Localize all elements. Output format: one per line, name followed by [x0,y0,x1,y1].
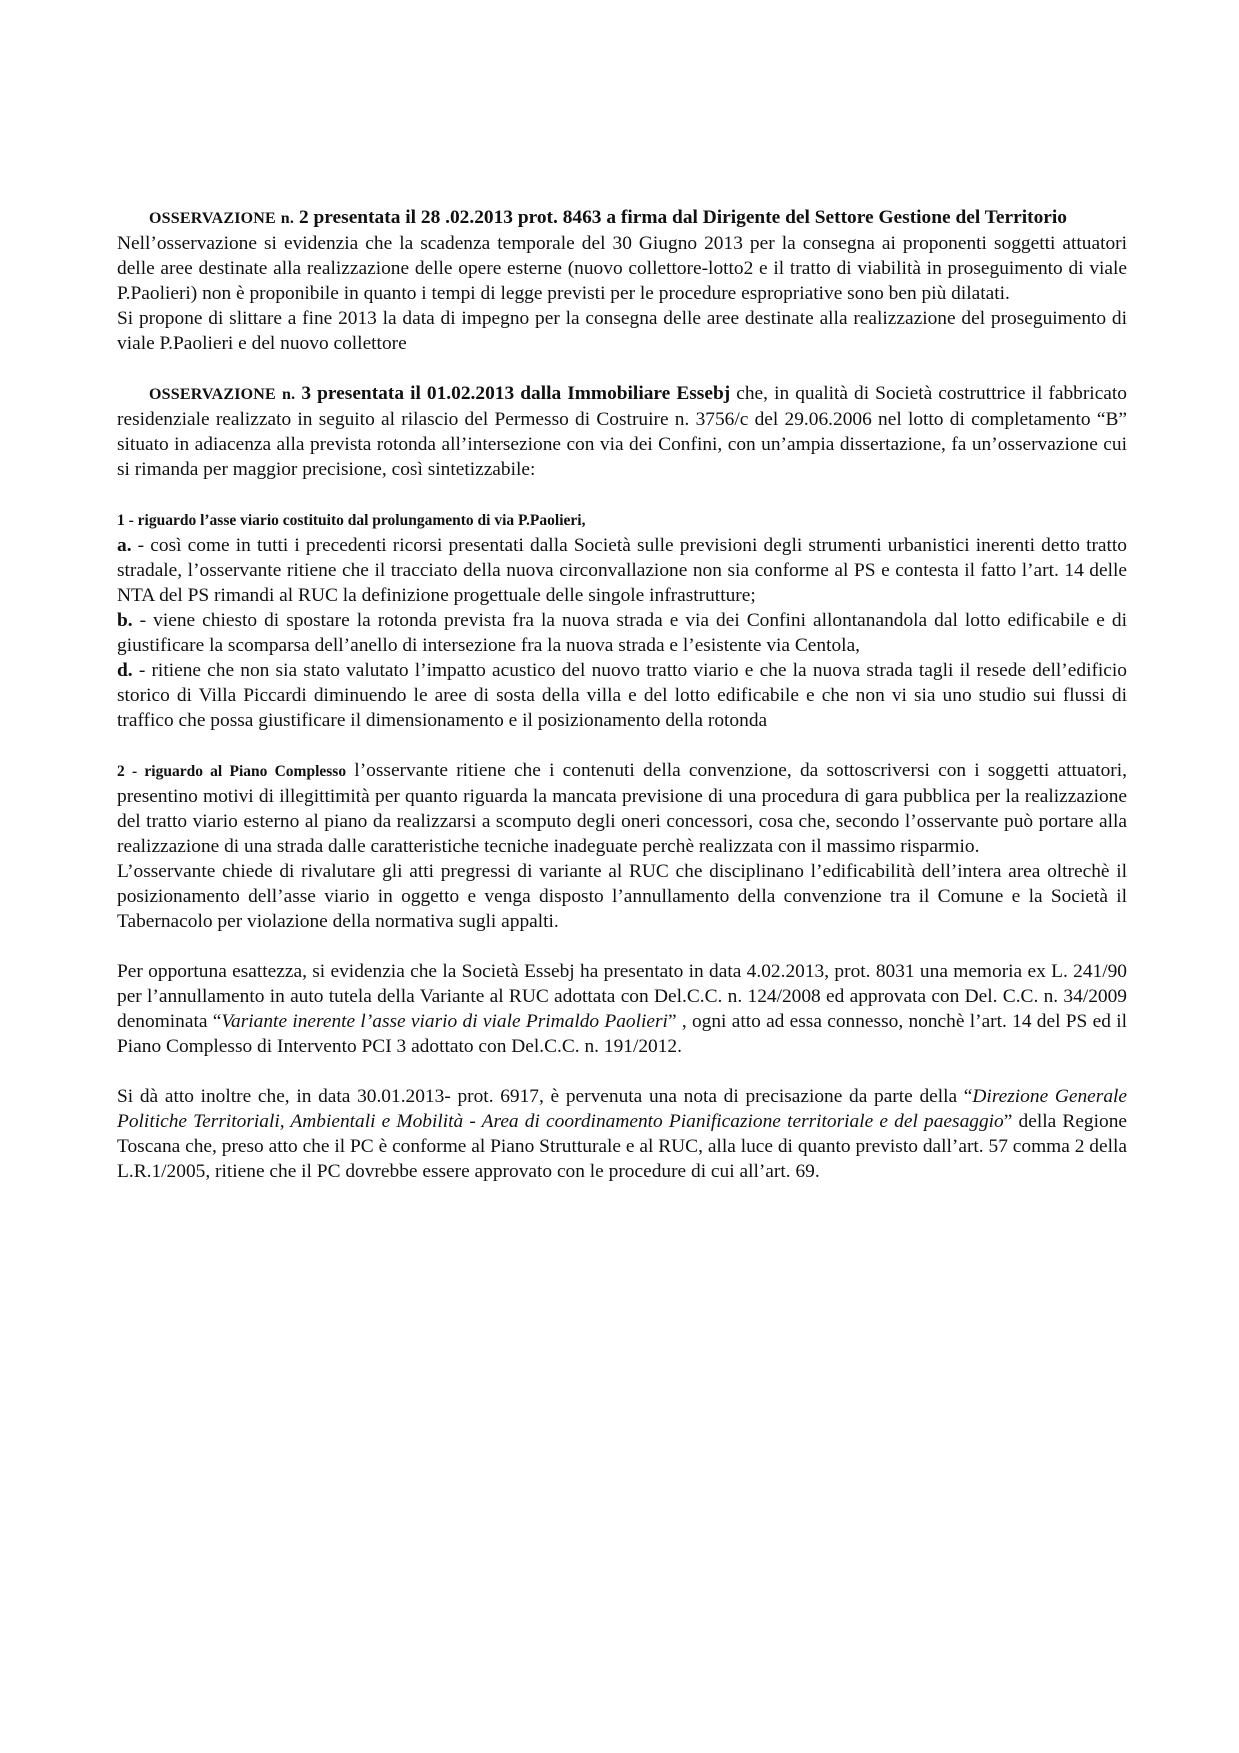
heading-keyword: OSSERVAZIONE [149,210,276,227]
document-page [117,205,1127,1184]
heading-text: 3 presentata il 01.02.2013 dalla Immobiliare Essebj [301,383,731,404]
note-regione-toscana: Si dà atto inoltre che, in data 30.01.2013- prot. 6917, è pervenuta una nota di precisazione da parte della “Direzione Generale Politiche Territoriali, Ambientali e Mobilità - Area di coordinamento Pianificazione territoriale e del paesaggio” della Regione Toscana che, preso atto che il PC è conforme al Piano Strutturale e al RUC, alla luce di quanto previsto dall’art. 57 comma 2 della L.R.1/2005, ritiene che il PC dovrebbe essere approvato con le procedure di cui all’art. 69. [117,1086,1128,1182]
point-1d: d. - ritiene che non sia stato valutato l’impatto acustico del nuovo tratto viario e che la nuova strada tagli il resede dell’edificio storico di Villa Piccardi diminuendo le aree di sosta della villa e del lotto edificabile e che non vi sia uno studio sui flussi di traffico che possa giustificare il dimensionamento e il posizionamento della rotonda [117,660,1127,731]
point-2-title: 2 - riguardo al Piano Complesso [117,763,347,780]
point-1b: b. - viene chiesto di spostare la rotonda prevista fra la nuova strada e via dei Confini allontanandola dal lotto edificabile e di giustificare la scomparsa dell’anello di intersezione fra la nuova strada e l’esistente via Centola, [117,610,1127,656]
directorate-name: Direzione Generale Politiche Territoriali, Ambientali e Mobilità - Area di coordinamento Pianificazione territoriale e del paesaggio [117,1086,1128,1132]
heading-text: 2 presentata il 28 .02.2013 prot. 8463 a firma dal Dirigente del Settore Gestione del Territorio [298,207,1067,228]
observation-2-heading: OSSERVAZIONE n. 2 presentata il 28 .02.2013 prot. 8463 a firma dal Dirigente del Settore Gestione del Territorio [149,207,1067,228]
observation-2-body: Nell’osservazione si evidenzia che la scadenza temporale del 30 Giugno 2013 per la consegna ai proponenti soggetti attuatori delle aree destinate alla realizzazione delle opere esterne (nuovo collettore-lotto2 e il tratto di viabilità in proseguimento di viale P.Paolieri) non è proponibile in quanto i tempi di legge previsti per le procedure espropriative sono ben più dilatati. [117,233,1127,304]
heading-keyword: OSSERVAZIONE [149,386,276,403]
observation-3-heading: OSSERVAZIONE n. 3 presentata il 01.02.2013 dalla Immobiliare Essebj che, in qualità di Società costruttrice il fabbricato residenziale realizzato in seguito al rilascio del Permesso di Costruire n. 3756/c del 29.06.2006 nel lotto di completamento “B” situato in adiacenza alla prevista rotonda all’intersezione con via dei Confini, con un’ampia dissertazione, fa un’osservazione cui si rimanda per maggior precisione, così sintetizzabile: [117,383,1127,480]
note-essebj: Per opportuna esattezza, si evidenzia che la Società Essebj ha presentato in data 4.02.2013, prot. 8031 una memoria ex L. 241/90 per l’annullamento in auto tutela della Variante al RUC adottata con Del.C.C. n. 124/2008 ed approvata con Del. C.C. n. 34/2009 denominata “Variante inerente l’asse viario di viale Primaldo Paolieri” , ogni atto ad essa connesso, nonchè l’art. 14 del PS ed il Piano Complesso di Intervento PCI 3 adottato con Del.C.C. n. 191/2012. [117,961,1127,1057]
point-1a: a. - così come in tutti i precedenti ricorsi presentati dalla Società sulle previsioni degli strumenti urbanistici inerenti detto tratto stradale, l’osservante ritiene che il tracciato della nuova circonvallazione non sia conforme al PS e contesta il fatto l’art. 14 delle NTA del PS rimandi al RUC la definizione progettuale delle singole infrastrutture; [117,535,1127,606]
observation-2-proposal: Si propone di slittare a fine 2013 la data di impegno per la consegna delle aree destinate alla realizzazione del proseguimento di viale P.Paolieri e del nuovo collettore [117,308,1127,354]
point-1-title: 1 - riguardo l’asse viario costituito dal prolungamento di via P.Paolieri, [117,512,586,529]
point-2: 2 - riguardo al Piano Complesso l’osservante ritiene che i contenuti della convenzione, da sottoscriversi con i soggetti attuatori, presentino motivi di illegittimità per quanto riguarda la mancata previsione di una procedura di gara pubblica per la realizzazione del tratto viario esterno al piano da realizzarsi a scomputo degli oneri concessori, cosa che, secondo l’osservante può portare alla realizzazione di una strada dalle caratteristiche tecniche inadeguate perchè realizzata con il massimo risparmio. [117,760,1127,857]
observation-3-intro: che, in qualità di Società costruttrice il fabbricato residenziale realizzato in seguito al rilascio del Permesso di Costruire n. 3756/c del 29.06.2006 nel lotto di completamento “B” situato in adiacenza alla prevista rotonda all’intersezione con via dei Confini, con un’ampia dissertazione, fa un’osservazione cui si rimanda per maggior precisione, così sintetizzabile: [117,383,1127,480]
point-2-request: L’osservante chiede di rivalutare gli atti pregressi di variante al RUC che disciplinano l’edificabilità dell’intera area oltrechè il posizionamento dell’asse viario in oggetto e venga disposto l’annullamento della convenzione tra il Comune e la Società il Tabernacolo per violazione della normativa sugli appalti. [117,861,1127,932]
variant-title: Variante inerente l’asse viario di viale Primaldo Paolieri [221,1011,668,1032]
